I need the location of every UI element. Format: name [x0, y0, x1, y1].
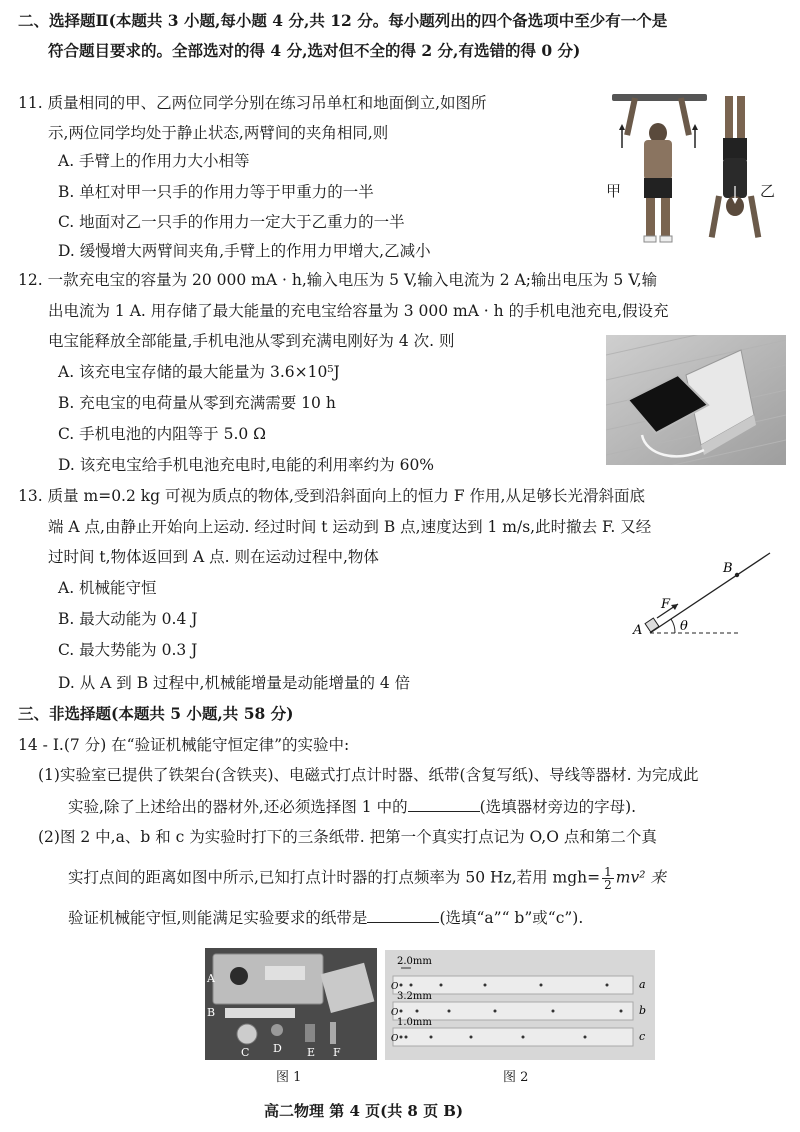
- figure-1-equipment: [205, 948, 377, 1060]
- fig2-origin-a: O: [391, 982, 399, 992]
- q12-option-c: C. 手机电池的内阻等于 5.0 Ω: [58, 425, 267, 443]
- q11-option-d: D. 缓慢增大两臂间夹角,手臂上的作用力甲增大,乙减小: [58, 242, 431, 260]
- label-jia: 甲: [606, 182, 622, 200]
- q14-head: 14 - Ⅰ.(7 分) 在“验证机械能守恒定律”的实验中:: [18, 736, 350, 754]
- q14-part2-line2: [68, 866, 666, 891]
- figure-2-tapes: [385, 950, 655, 1060]
- q12-stem-2: 出电流为 1 A. 用存储了最大能量的充电宝给容量为 3 000 mA · h 的手机电池充电,假设充: [48, 302, 669, 320]
- label-b: B: [723, 561, 733, 576]
- q14-part2-line3: [68, 906, 583, 929]
- q14-part1: (1)实验室已提供了铁架台(含铁夹)、电磁式打点计时器、纸带(含复写纸)、导线等器材. 为完成此: [38, 766, 699, 784]
- fig1-label-d: D: [273, 1042, 282, 1055]
- equip-c-icon: [237, 1024, 257, 1044]
- horizontal-bar: [612, 94, 707, 101]
- fig2-strip-a: a: [639, 978, 646, 991]
- label-yi: 乙: [760, 182, 776, 200]
- fig1-label-b: B: [207, 1006, 216, 1019]
- q14-part2: (2)图 2 中,a、b 和 c 为实验时打下的三条纸带. 把第一个真实打点记为 O,O 点和第二个真: [38, 828, 657, 846]
- fig2-dist-a: 2.0mm: [397, 956, 432, 967]
- q12-photo: [606, 335, 786, 465]
- q12-option-a: A. 该充电宝存储的最大能量为 3.6×10⁵J: [58, 363, 340, 381]
- q14-part1-line2: [68, 795, 636, 818]
- q14-formula-tail: mv² 来: [615, 868, 666, 887]
- q12-option-b: B. 充电宝的电荷量从零到充满需要 10 h: [58, 394, 336, 412]
- figure-1-caption: 图 1: [276, 1070, 302, 1085]
- q12-stem-3: 电宝能释放全部能量,手机电池从零到充满电刚好为 4 次. 则: [48, 332, 455, 350]
- angle-arc: [671, 619, 675, 633]
- fig2-strip-b: b: [639, 1004, 647, 1017]
- equip-e-icon: [305, 1024, 315, 1042]
- q13-option-b: B. 最大动能为 0.4 J: [58, 610, 198, 628]
- fig2-dist-b: 3.2mm: [397, 991, 432, 1002]
- section3-title: 三、非选择题(本题共 5 小题,共 58 分): [18, 704, 294, 723]
- q11-stem-2: 示,两位同学均处于静止状态,两臂间的夹角相同,则: [48, 124, 389, 142]
- q13-option-c: C. 最大势能为 0.3 J: [58, 641, 198, 659]
- tape-c: [393, 1028, 633, 1046]
- q14-part2-hint: (选填“a”“ b”或“c”).: [439, 909, 584, 927]
- fig1-label-c: C: [241, 1046, 250, 1059]
- point-b-dot: [735, 573, 739, 577]
- block: [645, 618, 659, 632]
- fig1-label-a: A: [207, 972, 215, 985]
- fig2-dist-c: 1.0mm: [397, 1017, 432, 1028]
- fig1-label-f: F: [333, 1046, 341, 1059]
- fig2-strip-c: c: [639, 1030, 646, 1043]
- q13-option-d: D. 从 A 到 B 过程中,机械能增量是动能增量的 4 倍: [58, 674, 411, 692]
- q13-option-a: A. 机械能守恒: [58, 579, 157, 597]
- fig2-origin-c: O: [391, 1034, 399, 1044]
- section2-title: 二、选择题Ⅱ(本题共 3 小题,每小题 4 分,共 12 分。每小题列出的四个备选项中至少有一个是: [18, 11, 668, 30]
- q11-option-a: A. 手臂上的作用力大小相等: [58, 152, 250, 170]
- equip-f-icon: [330, 1022, 336, 1044]
- figure-2-caption: 图 2: [503, 1070, 529, 1085]
- answer-blank-1[interactable]: [408, 795, 480, 812]
- q14-part1-hint: (选填器材旁边的字母).: [479, 798, 637, 816]
- incline-line: [650, 553, 770, 633]
- q13-stem: 13. 质量 m=0.2 kg 可视为质点的物体,受到沿斜面向上的恒力 F 作用,从足够长光滑斜面底: [18, 487, 645, 505]
- q13-stem-3: 过时间 t,物体返回到 A 点. 则在运动过程中,物体: [48, 548, 379, 566]
- label-a: A: [633, 623, 643, 638]
- answer-blank-2[interactable]: [367, 906, 439, 923]
- q11-figure: [600, 88, 790, 253]
- label-f: F: [661, 597, 671, 612]
- sliding-bar: [225, 1008, 295, 1018]
- q12-option-d: D. 该充电宝给手机电池充电时,电能的利用率约为 60%: [58, 456, 435, 474]
- q11-option-b: B. 单杠对甲一只手的作用力等于甲重力的一半: [58, 183, 374, 201]
- label-theta: θ: [680, 619, 688, 634]
- incline-figure: [620, 548, 785, 643]
- section2-title-line2: 符合题目要求的。全部选对的得 4 分,选对但不全的得 2 分,有选错的得 0 分): [48, 41, 581, 60]
- q14-part2-text: 实打点间的距离如图中所示,已知打点计时器的打点频率为 50 Hz,若用 mgh=: [68, 868, 601, 887]
- q11-option-c: C. 地面对乙一只手的作用力一定大于乙重力的一半: [58, 213, 405, 231]
- fig1-label-e: E: [307, 1046, 316, 1059]
- equip-d-icon: [271, 1024, 283, 1036]
- q11-stem: 11. 质量相同的甲、乙两位同学分别在练习吊单杠和地面倒立,如图所: [18, 94, 487, 112]
- student-jia-figure: [624, 97, 692, 242]
- q14-part2-text3: 验证机械能守恒,则能满足实验要求的纸带是: [68, 909, 368, 927]
- fig2-origin-b: O: [391, 1008, 399, 1018]
- fraction-one-half: $\frac{1}{2}$: [604, 865, 612, 892]
- page-footer: 高二物理 第 4 页(共 8 页 B): [264, 1102, 464, 1120]
- q14-part1-text: 实验,除了上述给出的器材外,还必须选择图 1 中的: [68, 798, 408, 816]
- student-yi-figure: [709, 96, 761, 238]
- q13-stem-2: 端 A 点,由静止开始向上运动. 经过时间 t 运动到 B 点,速度达到 1 m/s,此时撤去 F. 又经: [48, 518, 652, 536]
- q12-stem: 12. 一款充电宝的容量为 20 000 mA · h,输入电压为 5 V,输入电流为 2 A;输出电压为 5 V,输: [18, 271, 658, 289]
